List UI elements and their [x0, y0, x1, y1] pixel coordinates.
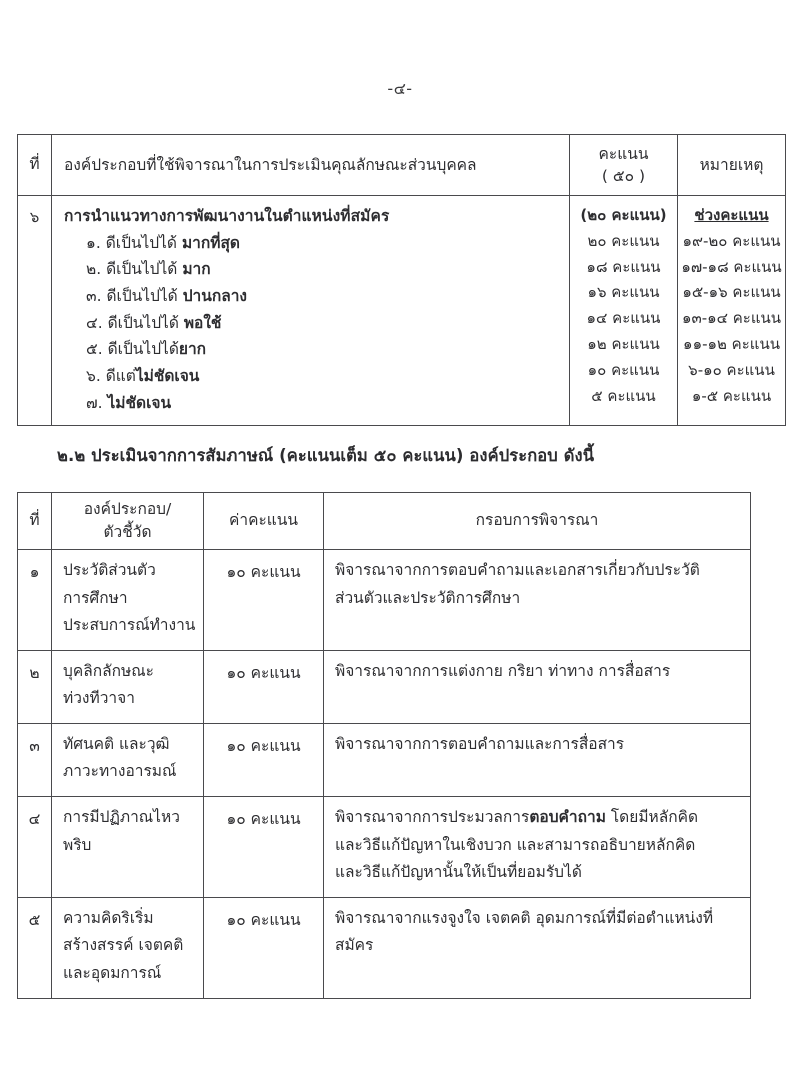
- table1-body: [18, 196, 786, 426]
- table2-frame-text: ส่วนตัวและประวัติการศึกษา: [335, 588, 521, 607]
- table2-element-line: ประสบการณ์ทำงาน: [63, 616, 196, 635]
- table2-frame-text: และวิธีแก้ปัญหาในเชิงบวก และสามารถอธิบายหลักคิด: [335, 835, 696, 854]
- table2-row-value: ๑๐ คะแนน: [204, 897, 324, 998]
- table1-item-range: ๑๓-๑๔ คะแนน: [681, 309, 782, 328]
- table1-item-emphasis: มาก: [182, 260, 211, 279]
- table2-frame-line: [335, 804, 740, 832]
- table1-item-score: ๑๖ คะแนน: [587, 283, 660, 302]
- table1-header-component: องค์ประกอบที่ใช้พิจารณาในการประเมินคุณลักษณะส่วนบุคคล: [52, 135, 570, 196]
- interview-criteria-table-wrapper: [17, 492, 750, 999]
- table2-element-line: และอุดมการณ์: [63, 963, 162, 982]
- table2-row-element: [52, 650, 204, 723]
- table-row: [18, 797, 751, 898]
- table-row: [18, 650, 751, 723]
- table1-item-list: [64, 230, 569, 417]
- table1-item: [64, 390, 569, 417]
- table1-item: [64, 363, 569, 390]
- table1-score-column: [570, 196, 678, 426]
- table1-header-no: ที่: [18, 135, 52, 196]
- table1-item-emphasis: ปานกลาง: [182, 286, 247, 305]
- table2-header-frame: กรอบการพิจารณา: [324, 493, 751, 550]
- table2-row-value: ๑๐ คะแนน: [204, 797, 324, 898]
- table1-header-score: [570, 135, 678, 196]
- table1-item-number: ๖.: [86, 366, 106, 385]
- table2-frame-emphasis: ตอบคำถาม: [529, 808, 606, 827]
- table1-row-title: การนำแนวทางการพัฒนางานในตำแหน่งที่สมัคร: [64, 207, 390, 225]
- table2-row-number: ๓: [18, 723, 52, 796]
- table2-frame-text: สมัคร: [335, 936, 374, 955]
- table1-item-emphasis: ยาก: [178, 340, 207, 359]
- table1-range-list: [678, 229, 785, 410]
- table1-header-score-line1: คะแนน: [598, 144, 649, 163]
- table2-header-element-line2: ตัวชี้วัด: [103, 523, 152, 541]
- personal-characteristics-table: [17, 134, 786, 426]
- table2-frame-text: โดยมีหลักคิด: [605, 808, 699, 827]
- table2-row-number: ๔: [18, 797, 52, 898]
- table2-element-line: ท่วงทีวาจา: [63, 689, 135, 708]
- table1-item-emphasis: มากที่สุด: [181, 233, 240, 252]
- table1-header-remark: หมายเหตุ: [678, 135, 786, 196]
- interview-criteria-table: [17, 492, 751, 999]
- table2-frame-line: [335, 731, 740, 759]
- table1-item-range: ๑๕-๑๖ คะแนน: [682, 283, 781, 302]
- table2-row-number: ๕: [18, 897, 52, 998]
- table1-header: [18, 135, 786, 196]
- table1-item-number: ๑.: [86, 233, 106, 252]
- table1-item: [64, 336, 569, 363]
- table1-item-score: ๑๘ คะแนน: [586, 257, 661, 276]
- table1-item-score: ๕ คะแนน: [591, 386, 656, 405]
- table2-element-line: ความคิดริเริ่ม: [63, 908, 154, 927]
- table1-item-range: ๑๙-๒๐ คะแนน: [682, 231, 781, 250]
- table1-score-list: [570, 229, 677, 410]
- table2-row-frame: [324, 797, 751, 898]
- table2-element-line: ทัศนคติ และวุฒิ: [63, 734, 170, 753]
- table1-row-items: [52, 196, 570, 426]
- table2-element-line: ภาวะทางอารมณ์: [63, 762, 177, 781]
- table2-row-frame: [324, 550, 751, 651]
- table2-row-element: [52, 723, 204, 796]
- table1-item-score: ๑๐ คะแนน: [587, 360, 660, 379]
- table2-header-no: ที่: [18, 493, 52, 550]
- table1-item-range: ๖-๑๐ คะแนน: [688, 360, 775, 379]
- table1-item-range: ๑๑-๑๒ คะแนน: [683, 334, 780, 353]
- table2-header-row: [18, 493, 751, 550]
- table1-header-row: [18, 135, 786, 196]
- table2-element-line: สร้างสรรค์ เจตคติ: [63, 936, 184, 955]
- page-number: -๔-: [387, 79, 413, 98]
- table2-frame-text: พิจารณาจากการตอบคำถามและเอกสารเกี่ยวกับประวัติ: [335, 561, 700, 579]
- table2-row-number: ๒: [18, 650, 52, 723]
- table1-item-number: ๕.: [86, 340, 108, 359]
- table2-element-line: การศึกษา: [63, 588, 128, 607]
- table2-row-frame: [324, 650, 751, 723]
- table1-item-text: ดีเป็นไปได้: [105, 233, 182, 252]
- table2-body: [18, 550, 751, 999]
- section-heading-2-2: ๒.๒ ประเมินจากการสัมภาษณ์ (คะแนนเต็ม ๕๐ คะแนน) องค์ประกอบ ดังนี้: [57, 446, 595, 465]
- table2-header: [18, 493, 751, 550]
- table1-item-emphasis: ไม่ชัดเจน: [135, 366, 200, 385]
- table1-item: [64, 310, 569, 337]
- table1-item: [64, 230, 569, 257]
- table1-item-score: ๒๐ คะแนน: [587, 231, 660, 250]
- table2-frame-text: และวิธีแก้ปัญหานั้นให้เป็นที่ยอมรับได้: [335, 863, 582, 882]
- table2-row-element: [52, 897, 204, 998]
- table2-frame-line: [335, 585, 740, 613]
- table-row: [18, 897, 751, 998]
- table1-item-text: ดีเป็นไปได้: [107, 340, 179, 359]
- table1-item-number: ๒.: [86, 260, 107, 279]
- table2-header-element-line1: องค์ประกอบ/: [83, 499, 172, 518]
- table2-header-value: ค่าคะแนน: [204, 493, 324, 550]
- table1-item-score: ๑๒ คะแนน: [587, 334, 660, 353]
- table2-row-value: ๑๐ คะแนน: [204, 650, 324, 723]
- table1-header-score-line2: ( ๕๐ ): [601, 167, 646, 185]
- table1-score-header: (๒๐ คะแนน): [580, 206, 667, 224]
- table2-frame-text: พิจารณาจากการประมวลการ: [335, 808, 530, 827]
- table1-item: [64, 283, 569, 310]
- table2-row-element: [52, 550, 204, 651]
- table1-item-text: ดีเป็นไปได้: [107, 313, 184, 332]
- table2-frame-line: [335, 832, 740, 860]
- table2-frame-text: พิจารณาจากการตอบคำถามและการสื่อสาร: [335, 734, 625, 753]
- table2-frame-text: พิจารณาจากแรงจูงใจ เจตคติ อุดมการณ์ที่มีต่อตำแหน่งที่: [335, 908, 714, 927]
- table1-item-range: ๑๗-๑๘ คะแนน: [681, 257, 782, 276]
- table-row: [18, 196, 786, 426]
- table1-row-number: ๖: [18, 196, 52, 426]
- table2-element-line: พริบ: [63, 835, 92, 854]
- table2-row-value: ๑๐ คะแนน: [204, 723, 324, 796]
- table2-row-frame: [324, 723, 751, 796]
- table2-element-line: การมีปฏิภาณไหว: [63, 808, 180, 827]
- table1-item-score: ๑๔ คะแนน: [586, 309, 661, 328]
- table2-row-frame: [324, 897, 751, 998]
- table2-element-line: บุคลิกลักษณะ: [63, 661, 154, 680]
- table1-item-text: ดีแต่: [105, 366, 136, 385]
- table2-frame-line: [335, 658, 740, 686]
- table1-remark-column: [678, 196, 786, 426]
- table1-item-number: ๗.: [86, 393, 108, 412]
- table1-item-text: ดีเป็นไปได้: [106, 286, 183, 305]
- table1-item-text: ดีเป็นไปได้: [106, 260, 183, 279]
- table1-item-number: ๔.: [86, 313, 108, 332]
- table1-item-number: ๓.: [86, 286, 107, 305]
- table1-item-emphasis: ไม่ชัดเจน: [107, 393, 172, 412]
- table2-frame-line: [335, 905, 740, 933]
- table1-item-emphasis: พอใช้: [183, 313, 222, 332]
- table2-row-value: ๑๐ คะแนน: [204, 550, 324, 651]
- table1-remark-header: ช่วงคะแนน: [694, 206, 769, 224]
- table2-row-number: ๑: [18, 550, 52, 651]
- table2-frame-line: [335, 859, 740, 887]
- table2-header-element: [52, 493, 204, 550]
- table-row: [18, 550, 751, 651]
- table2-frame-line: [335, 557, 740, 585]
- table2-frame-text: พิจารณาจากการแต่งกาย กริยา ท่าทาง การสื่อสาร: [335, 661, 671, 680]
- table1-item: [64, 256, 569, 283]
- table2-frame-line: [335, 932, 740, 960]
- table2-row-element: [52, 797, 204, 898]
- personal-characteristics-table-wrapper: [17, 134, 785, 426]
- table1-item-range: ๑-๕ คะแนน: [691, 386, 772, 405]
- table-row: [18, 723, 751, 796]
- table2-element-line: ประวัติส่วนตัว: [63, 561, 156, 579]
